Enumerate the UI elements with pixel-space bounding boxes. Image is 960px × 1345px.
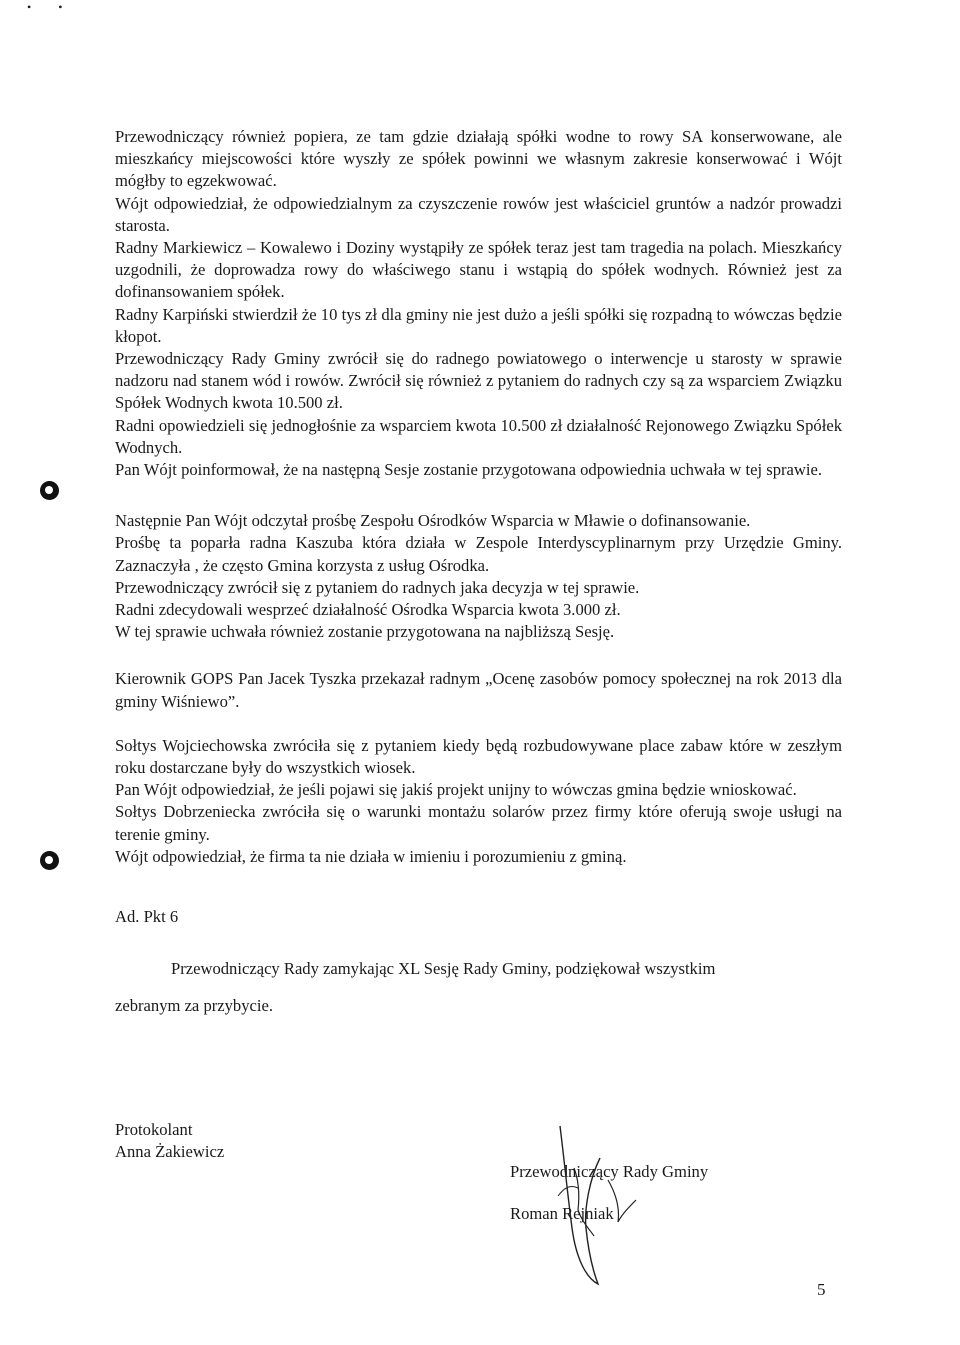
paragraph: Wójt odpowiedział, że odpowiedzialnym za czyszczenie rowów jest właściciel gruntów a nadzór prowadzi starosta.	[115, 193, 842, 235]
paragraph: Radni zdecydowali wesprzeć działalność Ośrodka Wsparcia kwota 3.000 zł.	[115, 600, 621, 620]
paragraph: Następnie Pan Wójt odczytał prośbę Zespołu Ośrodków Wsparcia w Mławie o dofinansowanie.	[115, 511, 751, 531]
signatory-title: Przewodniczący Rady Gminy	[510, 1162, 709, 1181]
paragraph: Sołtys Wojciechowska zwróciła się z pytaniem kiedy będą rozbudowywane place zabaw które w zeszłym roku dostarczane były do wszystkich wiosek.	[115, 735, 842, 778]
punch-hole-icon	[40, 481, 59, 500]
paragraph: Radny Karpiński stwierdził że 10 tys zł dla gminy nie jest dużo a jeśli spółki się rozpadną to wówczas będzie kłopot.	[115, 304, 842, 346]
paragraph: Przewodniczący również popiera, ze tam gdzie działają spółki wodne to rowy SA konserwowane, ale mieszkańcy miejscowości które wyszły ze spółek powinni we własnym zakresie konserwować i Wójt mógłby to egzekwować.	[115, 127, 842, 191]
paragraph: Sołtys Dobrzeniecka zwróciła się o warunki montażu solarów przez firmy które oferują swoje usługi na terenie gminy.	[115, 802, 842, 844]
paragraph: Radni opowiedzieli się jednogłośnie za wsparciem kwota 10.500 zł działalność Rejonowego Związku Spółek Wodnych.	[115, 415, 842, 457]
paragraph: Przewodniczący zwrócił się z pytaniem do radnych jaka decyzja w tej sprawie.	[115, 577, 640, 597]
body-text	[115, 126, 842, 1017]
spacer	[115, 713, 842, 735]
protocol-name: Anna Żakiewicz	[115, 1142, 225, 1162]
paragraph: Wójt odpowiedział, że firma ta nie działa w imieniu i porozumieniu z gminą.	[115, 846, 627, 866]
spacer	[115, 643, 842, 668]
spacer	[115, 981, 842, 995]
signature-block	[510, 1160, 708, 1226]
signatory-name: Roman Rejniak	[510, 1204, 614, 1223]
paragraph: Radny Markiewicz – Kowalewo i Doziny wystąpiły ze spółek teraz jest tam tragedia na polach. Mieszkańcy uzgodnili, że doprowadza rowy do właściwego stanu i wstąpią do spółek wodnych. Również jest za dofinansowaniem spółek.	[115, 238, 842, 302]
paragraph: Przewodniczący Rady Gminy zwrócił się do radnego powiatowego o interwencje u starosty w sprawie nadzoru nad stanem wód i rowów. Zwrócił się również z pytaniem do radnych czy są za wsparciem Związku Spółek Wodnych kwota 10.500 zł.	[115, 349, 842, 413]
paragraph: Pan Wójt poinformował, że na następną Sesje zostanie przygotowana odpowiednia uchwała w tej sprawie.	[115, 460, 823, 480]
protocol-block	[115, 1119, 224, 1163]
paragraph: Prośbę ta poparła radna Kaszuba która działa w Zespole Interdyscyplinarnym przy Urzędzie Gminy. Zaznaczyła , że często Gmina korzysta z usług Ośrodka.	[115, 533, 842, 575]
page-number: 5	[817, 1280, 826, 1299]
spacer	[115, 868, 842, 906]
paragraph: Kierownik GOPS Pan Jacek Tyszka przekazał radnym „Ocenę zasobów pomocy społecznej na rok 2013 dla gminy Wiśniewo”.	[115, 669, 842, 711]
closing-line: Przewodniczący Rady zamykając XL Sesję Rady Gminy, podziękował wszystkim	[171, 959, 716, 979]
paragraph: Pan Wójt odpowiedział, że jeśli pojawi się jakiś projekt unijny to wówczas gmina będzie wnioskować.	[115, 780, 797, 800]
protocol-label: Protokolant	[115, 1120, 193, 1139]
closing-line: zebranym za przybycie.	[115, 995, 274, 1015]
paragraph: W tej sprawie uchwała również zostanie przygotowana na najbliższą Sesję.	[115, 622, 615, 642]
punch-hole-icon	[40, 851, 59, 870]
section-heading: Ad. Pkt 6	[115, 907, 179, 927]
scan-specks: • •	[27, 0, 63, 14]
spacer	[115, 928, 842, 958]
spacer	[115, 481, 842, 510]
